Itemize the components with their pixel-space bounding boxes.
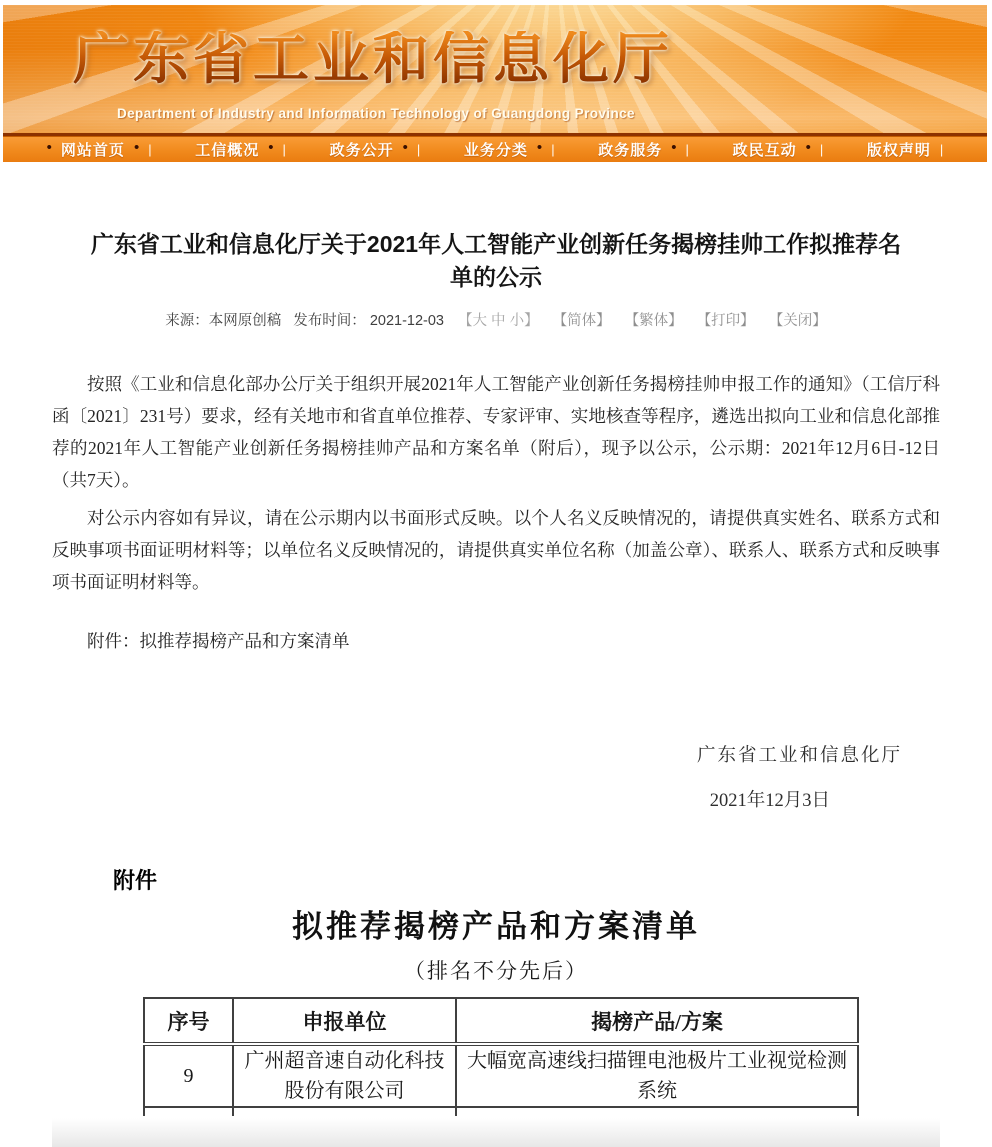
bullet-icon: • <box>671 139 677 156</box>
cell-product <box>456 1107 858 1116</box>
meta-publish-label: 发布时间： <box>293 313 366 329</box>
nav-item-overview <box>195 139 286 160</box>
table-row <box>144 1044 858 1107</box>
recommendation-table <box>143 997 859 1116</box>
attachment-label: 附件 <box>113 868 158 893</box>
cell-product: 大幅宽高速线扫描锂电池极片工业视觉检测系统 <box>456 1044 858 1107</box>
cell-company <box>233 1107 456 1116</box>
site-header <box>0 0 992 162</box>
nav-separator: | <box>939 142 944 157</box>
article-content <box>0 228 992 1147</box>
attachment-section <box>52 864 940 1116</box>
nav-item-business <box>464 139 555 160</box>
nav-link-overview[interactable]: 工信概况 <box>195 142 260 159</box>
nav-item-home <box>47 139 152 160</box>
nav-link-home[interactable]: 网站首页 <box>60 142 125 159</box>
page-bottom-fade <box>52 1118 940 1147</box>
bullet-icon: • <box>46 139 52 156</box>
nav-item-copyright <box>867 139 943 160</box>
signature-department: 广东省工业和信息化厅 <box>696 746 902 766</box>
nav-item-gov-affairs <box>330 139 421 160</box>
recommendation-table-container <box>143 997 859 1116</box>
nav-link-copyright[interactable]: 版权声明 <box>866 142 931 159</box>
font-size-toggle[interactable]: 【大 中 小】 <box>458 313 539 329</box>
meta-source: 来源：本网原创稿 <box>165 313 282 329</box>
article-meta <box>52 309 940 330</box>
nav-item-interaction <box>733 139 824 160</box>
bullet-icon: • <box>402 139 408 156</box>
site-subtitle-english: Department of Industry and Information Technology of Guangdong Province <box>117 106 635 121</box>
column-header-product: 揭榜产品/方案 <box>456 998 858 1044</box>
nav-separator: | <box>282 142 286 157</box>
signature-date: 2021年12月3日 <box>709 791 830 811</box>
nav-separator: | <box>148 142 152 157</box>
attachment-subtitle: （排名不分先后） <box>404 959 588 983</box>
main-nav <box>3 136 987 162</box>
nav-separator: | <box>416 142 421 157</box>
cell-no: 9 <box>144 1044 233 1107</box>
article-body <box>52 368 940 598</box>
paragraph-notice: 按照《工业和信息化部办公厅关于组织开展2021年人工智能产业创新任务揭榜挂帅申报工作的通知》（工信厅科函〔2021〕231号）要求，经有关地市和省直单位推荐、专家评审、实地核查等程序，遴选出拟向工业和信息化部推荐的2021年人工智能产业创新任务揭榜挂帅产品和方案名单（附后），现予以公示，公示期：2021年12月6日-12日（共7天）。 <box>52 374 940 490</box>
paragraph-objection: 对公示内容如有异议，请在公示期内以书面形式反映。以个人名义反映情况的，请提供真实姓名、联系方式和反映事项书面证明材料等；以单位名义反映情况的，请提供真实单位名称（加盖公章）、联系人、联系方式和反映事项书面证明材料等。 <box>52 508 940 592</box>
simplified-chinese-button[interactable]: 【简体】 <box>552 313 611 329</box>
site-title: 广东省工业和信息化厅 <box>73 27 673 90</box>
nav-link-services[interactable]: 政务服务 <box>598 142 663 159</box>
page-title: 广东省工业和信息化厅关于2021年人工智能产业创新任务揭榜挂帅工作拟推荐名单的公示 <box>90 231 902 290</box>
bullet-icon: • <box>133 139 140 156</box>
nav-link-gov-affairs[interactable]: 政务公开 <box>329 142 394 159</box>
print-button[interactable]: 【打印】 <box>696 313 755 329</box>
nav-link-business[interactable]: 业务分类 <box>463 142 528 159</box>
table-header-row <box>144 998 858 1044</box>
table-row-partial <box>144 1107 858 1116</box>
nav-separator: | <box>819 142 824 157</box>
cell-company: 广州超音速自动化科技股份有限公司 <box>233 1044 456 1107</box>
attachment-reference-line: 附件：拟推荐揭榜产品和方案清单 <box>87 631 350 651</box>
nav-link-interaction[interactable]: 政民互动 <box>732 142 797 159</box>
meta-publish-date: 2021-12-03 <box>369 313 444 329</box>
nav-separator: | <box>551 142 555 157</box>
bullet-icon: • <box>268 139 274 156</box>
attachment-title: 拟推荐揭榜产品和方案清单 <box>292 909 700 944</box>
column-header-company: 申报单位 <box>233 998 456 1044</box>
close-button[interactable]: 【关闭】 <box>768 313 827 329</box>
bullet-icon: • <box>536 139 543 156</box>
nav-separator: | <box>685 142 689 157</box>
nav-item-services <box>598 139 689 160</box>
site-banner <box>3 5 987 133</box>
bullet-icon: • <box>805 139 811 156</box>
column-header-no: 序号 <box>144 998 233 1044</box>
traditional-chinese-button[interactable]: 【繁体】 <box>624 313 683 329</box>
cell-no <box>144 1107 233 1116</box>
